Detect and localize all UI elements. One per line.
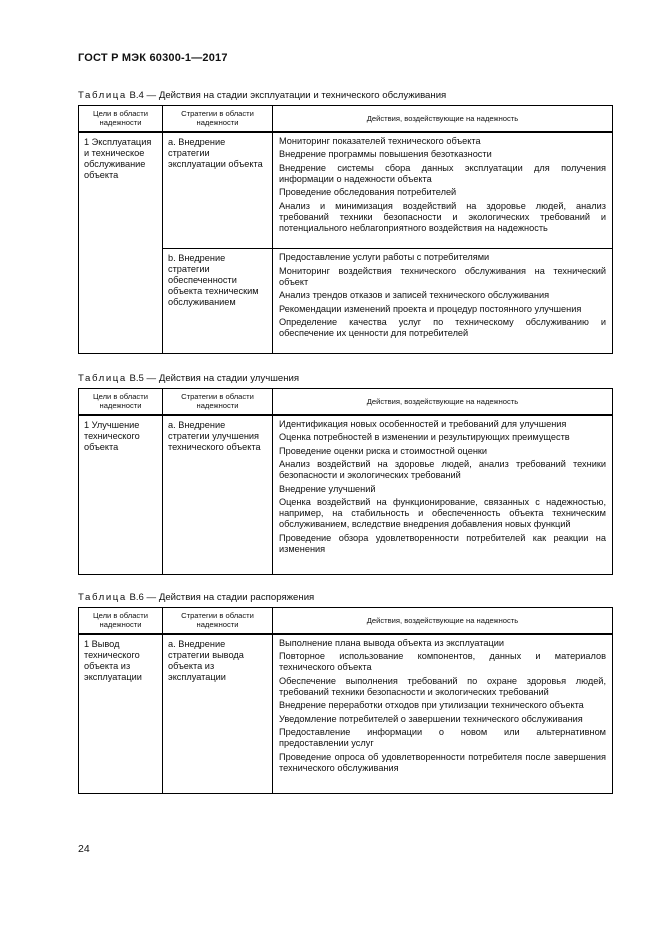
- column-header-goals: Цели в области надежности: [79, 608, 163, 634]
- action-item: Предоставление информации о новом или альтернативном предоставлении услуг: [279, 727, 606, 749]
- goal-cell: 1 Улучшение технического объекта: [79, 415, 163, 575]
- column-header-actions: Действия, воздействующие на надежность: [273, 608, 613, 634]
- page-number: 24: [78, 843, 90, 855]
- table-caption: [78, 592, 314, 603]
- action-item: Анализ трендов отказов и записей технического обслуживания: [279, 290, 550, 301]
- action-item: Внедрение переработки отходов при утилизации технического объекта: [279, 700, 584, 711]
- action-item: Предоставление услуги работы с потребителями: [279, 252, 490, 262]
- action-item: Проведение обзора удовлетворенности потребителей как реакции на изменения: [279, 532, 606, 554]
- action-item: Определение качества услуг по техническому обслуживанию и обеспечение их ценности для потребителей: [279, 317, 606, 339]
- action-item: Проведение обследования потребителей: [279, 187, 457, 198]
- actions-cell: [273, 634, 613, 794]
- action-item: Уведомление потребителей о завершении технического обслуживания: [279, 713, 583, 724]
- action-item: Внедрение улучшений: [279, 483, 376, 494]
- action-item: Анализ и минимизация воздействий на здоровье людей, анализ требований техники безопасности и экологических требований и потенциального неблагоприятного воздействия на надежность: [279, 200, 606, 233]
- goal-cell: 1 Вывод технического объекта из эксплуатации: [79, 634, 163, 794]
- action-item: Идентификация новых особенностей и требований для улучшения: [279, 418, 567, 429]
- actions-cell: [273, 249, 613, 354]
- column-header-strategies: Стратегии в области надежности: [163, 106, 273, 132]
- actions-cell: [273, 132, 613, 249]
- strategy-cell: a. Внедрение стратегии вывода объекта из эксплуатации: [163, 634, 273, 794]
- action-item: Мониторинг показателей технического объекта: [279, 135, 481, 146]
- action-item: Оценка воздействий на функционирование, связанных с надежностью, например, на стабильность и обеспеченность объекта техническим обслуживанием, вследствие внедрения добавления новых функций: [279, 497, 606, 530]
- table-caption-prefix: Таблица: [78, 90, 127, 101]
- action-item: Проведение оценки риска и стоимостной оценки: [279, 445, 488, 456]
- column-header-actions: Действия, воздействующие на надежность: [273, 389, 613, 415]
- action-item: Обеспечение выполнения требований по охране здоровья людей, требований техники безопасности и экологических требований: [279, 675, 606, 697]
- action-item: Рекомендации изменений проекта и процедур постоянного улучшения: [279, 303, 582, 314]
- table-caption-text: В.5 — Действия на стадии улучшения: [126, 373, 300, 384]
- action-item: Повторное использование компонентов, данных и материалов технического объекта: [279, 651, 606, 673]
- table-b4: [78, 105, 613, 354]
- action-item: Мониторинг воздействия технического обслуживания на технический объект: [279, 265, 606, 287]
- table-caption: [78, 373, 299, 384]
- action-item: Выполнение плана вывода объекта из эксплуатации: [279, 637, 504, 648]
- action-item: Внедрение системы сбора данных эксплуатации для получения информации о надежности объекта: [279, 162, 606, 184]
- strategy-cell: b. Внедрение стратегии обеспеченности объекта техническим обслуживанием: [163, 249, 273, 354]
- action-item: Анализ воздействий на здоровье людей, анализ требований техники безопасности и экологических требований: [279, 459, 606, 481]
- column-header-goals: Цели в области надежности: [79, 389, 163, 415]
- table-caption-prefix: Таблица: [78, 373, 127, 384]
- actions-cell: [273, 415, 613, 575]
- action-item: Проведение опроса об удовлетворенности потребителя после завершения технического обслуживания: [279, 751, 606, 773]
- strategy-cell: a. Внедрение стратегии эксплуатации объекта: [163, 132, 273, 249]
- action-item: Внедрение программы повышения безотказности: [279, 149, 492, 160]
- document-header: ГОСТ Р МЭК 60300-1—2017: [78, 52, 228, 64]
- table-caption-text: В.4 — Действия на стадии эксплуатации и технического обслуживания: [126, 90, 447, 101]
- table-caption-text: В.6 — Действия на стадии распоряжения: [126, 592, 315, 603]
- table-b5: [78, 388, 613, 575]
- action-item: Оценка потребностей в изменении и результирующих преимуществ: [279, 432, 570, 443]
- goal-cell: 1 Эксплуатация и техническое обслуживание объекта: [79, 132, 163, 354]
- column-header-strategies: Стратегии в области надежности: [163, 608, 273, 634]
- table-caption: [78, 90, 446, 101]
- table-caption-prefix: Таблица: [78, 592, 127, 603]
- column-header-actions: Действия, воздействующие на надежность: [273, 106, 613, 132]
- table-b6: [78, 607, 613, 794]
- strategy-cell: a. Внедрение стратегии улучшения технического объекта: [163, 415, 273, 575]
- column-header-strategies: Стратегии в области надежности: [163, 389, 273, 415]
- column-header-goals: Цели в области надежности: [79, 106, 163, 132]
